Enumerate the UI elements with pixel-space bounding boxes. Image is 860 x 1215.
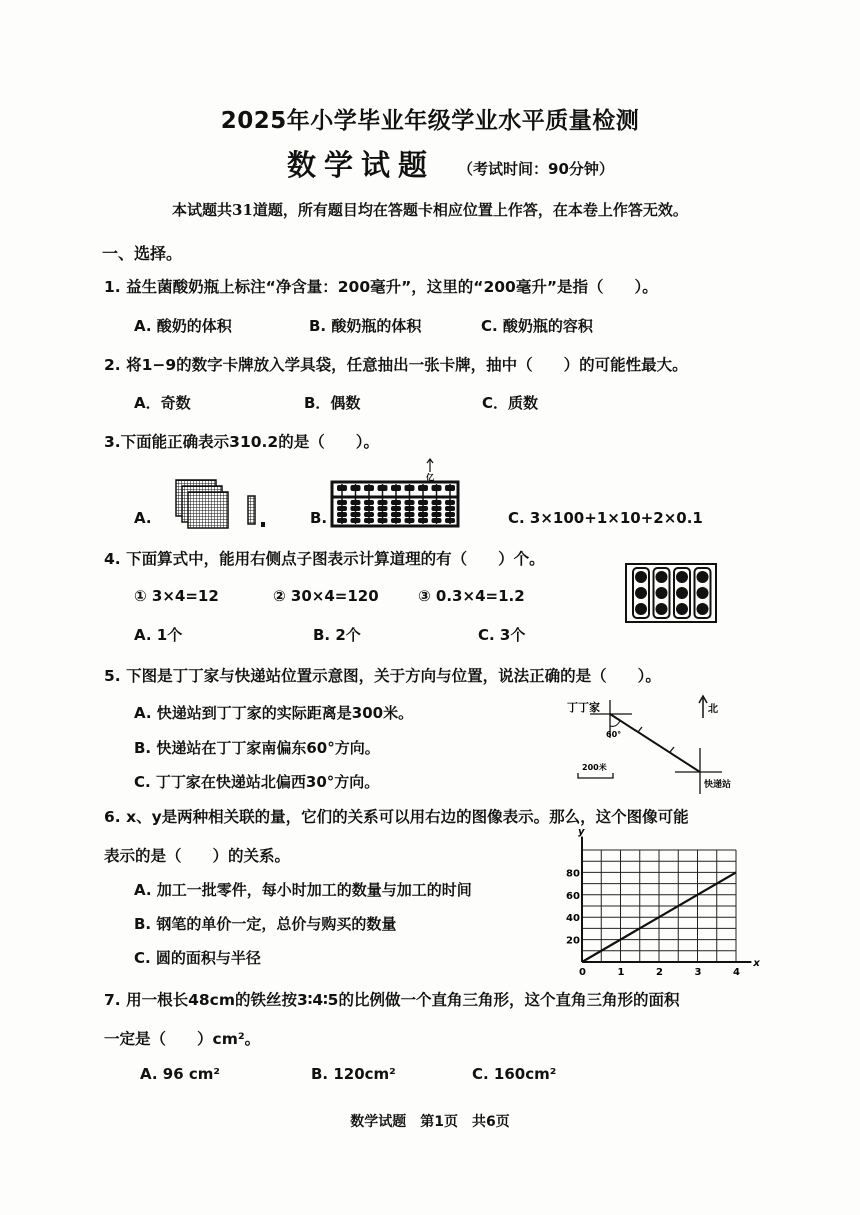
abacus-bead — [337, 500, 347, 505]
north-label: 北 — [708, 704, 718, 715]
dot — [676, 587, 688, 599]
section-heading: 一、选择。 — [102, 244, 183, 263]
dot-array-figure — [624, 562, 718, 624]
abacus-bead — [378, 518, 388, 523]
abacus-bead — [432, 500, 442, 505]
y-tick-label: 20 — [566, 935, 580, 947]
ten-rod — [248, 496, 255, 524]
dot — [697, 571, 709, 583]
station-label: 快递站 — [704, 780, 732, 790]
unit-cube — [261, 522, 265, 527]
q4-expression-2: ② 30×4=120 — [273, 587, 379, 605]
q3-option-b: B. — [310, 509, 328, 527]
x-tick-label: 1 — [617, 967, 625, 978]
question-7-line-2: 一定是（ ）cm²。 — [104, 1030, 261, 1048]
base-ten-blocks-figure — [170, 478, 270, 534]
question-6-line-2: 表示的是（ ）的关系。 — [104, 847, 291, 865]
q7-option-a: A. 96 cm² — [140, 1065, 220, 1083]
hundred-block — [188, 492, 228, 528]
abacus-bead — [337, 506, 347, 511]
question-1: 1. 益生菌酸奶瓶上标注“净含量：200毫升”，这里的“200毫升”是指（ ）。 — [104, 278, 658, 296]
abacus-bead — [364, 512, 374, 517]
q5-option-a: A. 快递站到丁丁家的实际距离是300米。 — [134, 704, 414, 722]
abacus-bead — [364, 518, 374, 523]
exam-notice: 本试题共31道题，所有题目均在答题卡相应位置上作答，在本卷上作答无效。 — [172, 201, 688, 219]
question-3: 3.下面能正确表示310.2的是（ ）。 — [104, 433, 379, 451]
dot — [635, 571, 647, 583]
abacus-bead — [418, 512, 428, 517]
abacus-bead — [445, 506, 455, 511]
abacus-bead — [418, 485, 428, 491]
x-tick-label: 0 — [579, 967, 586, 978]
q4-expression-1: ① 3×4=12 — [134, 587, 219, 605]
question-7-line-1: 7. 用一根长48cm的铁丝按3∶4∶5的比例做一个直角三角形，这个直角三角形的面积 — [104, 991, 680, 1009]
abacus-bead — [391, 506, 401, 511]
q5-option-c: C. 丁丁家在快递站北偏西30°方向。 — [134, 773, 380, 791]
abacus-bead — [418, 500, 428, 505]
abacus-bead — [432, 512, 442, 517]
abacus-bead — [378, 512, 388, 517]
abacus-bead — [418, 506, 428, 511]
abacus-bead — [445, 500, 455, 505]
abacus-label: 亿 — [426, 473, 434, 482]
q4-expression-3: ③ 0.3×4=1.2 — [418, 587, 525, 605]
abacus-bead — [418, 518, 428, 523]
abacus-bead — [351, 485, 361, 491]
y-tick-label: 80 — [566, 868, 580, 880]
abacus-bead — [405, 500, 415, 505]
dot — [697, 603, 709, 615]
abacus-bead — [405, 518, 415, 523]
angle-label: 60° — [606, 730, 622, 739]
y-tick-label: 60 — [566, 890, 580, 902]
abacus-bead — [378, 506, 388, 511]
dot — [656, 571, 668, 583]
abacus-bead — [391, 512, 401, 517]
abacus-bead — [405, 506, 415, 511]
exam-time-note: （考试时间：90分钟） — [458, 160, 614, 178]
y-axis-label: y — [578, 826, 585, 838]
abacus-bead — [337, 518, 347, 523]
abacus-bead — [364, 485, 374, 491]
abacus-bead — [351, 506, 361, 511]
x-axis-label: x — [753, 958, 760, 969]
q4-option-b: B. 2个 — [313, 626, 361, 644]
line-graph — [560, 826, 765, 978]
abacus-bead — [391, 518, 401, 523]
dot — [676, 603, 688, 615]
abacus-bead — [364, 500, 374, 505]
q6-option-b: B. 钢笔的单价一定，总价与购买的数量 — [134, 915, 397, 933]
dot — [635, 587, 647, 599]
abacus-bead — [432, 485, 442, 491]
q3-option-c: C. 3×100+1×10+2×0.1 — [508, 509, 703, 527]
q1-option-b: B. 酸奶瓶的体积 — [309, 317, 422, 335]
q7-option-c: C. 160cm² — [472, 1065, 557, 1083]
q7-option-b: B. 120cm² — [311, 1065, 396, 1083]
dot — [656, 587, 668, 599]
page-footer: 数学试题 第1页 共6页 — [350, 1114, 510, 1130]
q6-option-a: A. 加工一批零件，每小时加工的数量与加工的时间 — [134, 881, 472, 899]
q5-option-b: B. 快递站在丁丁家南偏东60°方向。 — [134, 739, 380, 757]
abacus-top-label — [426, 459, 434, 482]
abacus-bead — [445, 518, 455, 523]
x-tick-label: 2 — [656, 967, 663, 978]
abacus-bead — [364, 506, 374, 511]
exam-title: 2025年小学毕业年级学业水平质量检测 — [220, 108, 640, 134]
location-map-figure — [560, 690, 760, 800]
abacus-bead — [405, 512, 415, 517]
question-2: 2. 将1−9的数字卡牌放入学具袋，任意抽出一张卡牌，抽中（ ）的可能性最大。 — [104, 356, 688, 374]
abacus-bead — [432, 506, 442, 511]
abacus-figure — [326, 458, 466, 530]
q4-option-c: C. 3个 — [478, 626, 526, 644]
scale-bar — [578, 773, 613, 778]
scale-label: 200米 — [582, 763, 607, 772]
abacus-bead — [337, 485, 347, 491]
abacus-bead — [445, 512, 455, 517]
dot — [656, 603, 668, 615]
abacus-bead — [351, 500, 361, 505]
abacus-bead — [445, 485, 455, 491]
q2-option-b: B．偶数 — [304, 394, 361, 412]
home-label: 丁丁家 — [567, 701, 600, 714]
dot — [697, 587, 709, 599]
q1-option-a: A. 酸奶的体积 — [134, 317, 232, 335]
abacus-bead — [391, 500, 401, 505]
abacus-bead — [378, 500, 388, 505]
q6-option-c: C. 圆的面积与半径 — [134, 949, 261, 967]
question-4: 4. 下面算式中，能用右侧点子图表示计算道理的有（ ）个。 — [104, 550, 545, 568]
q1-option-c: C. 酸奶瓶的容积 — [481, 317, 593, 335]
x-tick-label: 3 — [694, 967, 702, 978]
q2-option-c: C．质数 — [482, 394, 539, 412]
abacus-bead — [378, 485, 388, 491]
dot — [676, 571, 688, 583]
x-tick-label: 4 — [733, 967, 740, 978]
abacus-bead — [391, 485, 401, 491]
subject-title: 数学试题 — [287, 148, 436, 182]
y-tick-label: 40 — [566, 913, 580, 925]
q2-option-a: A．奇数 — [134, 394, 191, 412]
q3-option-a: A. — [134, 509, 152, 527]
abacus-bead — [351, 512, 361, 517]
question-6-line-1: 6. x、y是两种相关联的量，它们的关系可以用右边的图像表示。那么，这个图像可能 — [104, 808, 689, 826]
abacus-bead — [351, 518, 361, 523]
q4-option-a: A. 1个 — [134, 626, 183, 644]
question-5: 5. 下图是丁丁家与快递站位置示意图，关于方向与位置，说法正确的是（ ）。 — [104, 667, 661, 685]
abacus-bead — [337, 512, 347, 517]
abacus-bead — [405, 485, 415, 491]
abacus-bead — [432, 518, 442, 523]
dot — [635, 603, 647, 615]
